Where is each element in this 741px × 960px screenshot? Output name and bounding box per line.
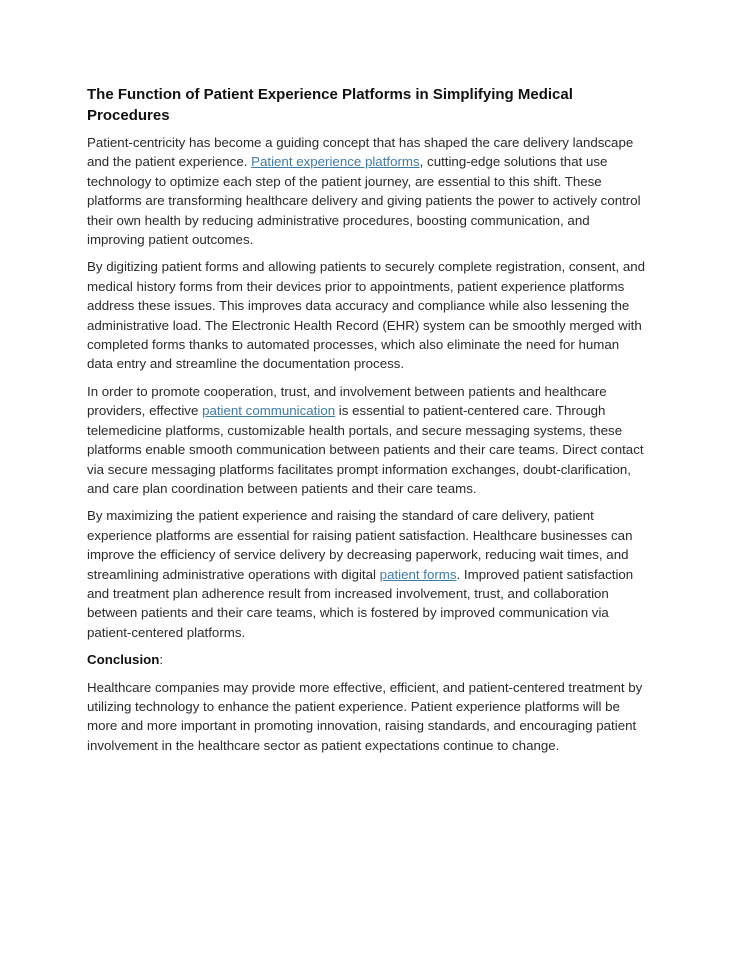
page-title: The Function of Patient Experience Platforms in Simplifying Medical Procedures (87, 86, 573, 124)
paragraph-intro-text-start: Patient-centricity has become a guiding concept that has shaped the care delivery landscape and the patient experience. (87, 135, 634, 170)
paragraph-conclusion: Healthcare companies may provide more effective, efficient, and patient-centered treatment by utilizing technology to enhance the patient experience. Patient experience platforms will be more and more important in promoting innovation, raising standards, and encouraging patient involvement in the healthcare sector as patient expectations continue to change. (87, 679, 643, 753)
link-patient-experience-platforms[interactable]: Patient experience platforms (251, 154, 420, 170)
paragraph-satisfaction-text-start: By maximizing the patient experience and raising the standard of care delivery, patient experience platforms are essential for raising patient satisfaction. Healthcare businesses can improve the efficiency of service delivery by decreasing paperwork, reducing wait times, and streamlining administrative operations with digital (87, 508, 633, 582)
link-patient-forms[interactable]: patient forms (379, 566, 457, 582)
conclusion-heading-label: Conclusion (87, 652, 160, 668)
paragraph-intro-text-end: , cutting-edge solutions that use technology to optimize each step of the patient journey, are essential to this shift. These platforms are transforming healthcare delivery and giving patients the power to actively control their own health by reducing administrative procedures, boosting communication, and improving patient outcomes. (87, 154, 641, 248)
document-body (87, 84, 647, 763)
paragraph-intro (87, 133, 647, 249)
paragraph-satisfaction-text-end: . Improved patient satisfaction and treatment plan adherence result from increased involvement, trust, and collaboration between patients and their care teams, which is fostered by improved communication via patient-centered platforms. (87, 566, 634, 640)
paragraph-communication (87, 382, 647, 498)
paragraph-forms: By digitizing patient forms and allowing patients to securely complete registration, consent, and medical history forms from their devices prior to appointments, patient experience platforms address these issues. This improves data accuracy and compliance while also lessening the administrative load. The Electronic Health Record (EHR) system can be smoothly merged with completed forms thanks to automated processes, which also eliminate the need for human data entry and streamline the documentation process. (87, 259, 646, 372)
conclusion-heading (87, 650, 647, 669)
link-patient-communication[interactable]: patient communication (202, 403, 336, 419)
conclusion-heading-colon: : (159, 652, 164, 668)
paragraph-communication-text-start: In order to promote cooperation, trust, and involvement between patients and healthcare providers, effective (87, 383, 607, 419)
paragraph-satisfaction (87, 506, 647, 642)
paragraph-communication-text-end: is essential to patient-centered care. Through telemedicine platforms, customizable health portals, and secure messaging systems, these platforms enable smooth communication between patients and their care teams. Direct contact via secure messaging platforms facilitates prompt information exchanges, doubt-clarification, and care plan coordination between patients and their care teams. (87, 403, 644, 496)
